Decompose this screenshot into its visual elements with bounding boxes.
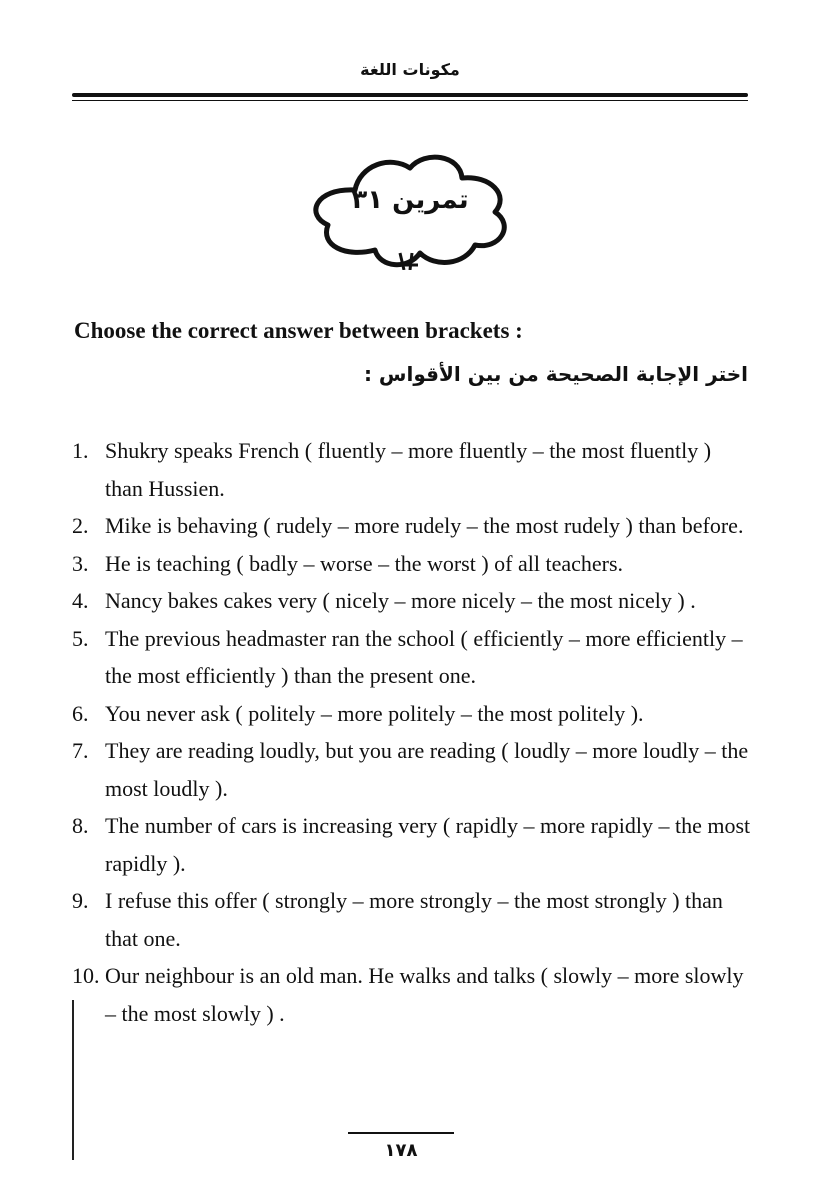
- exercise-item: [72, 695, 752, 733]
- item-number: 6.: [72, 700, 89, 726]
- exercise-item: [72, 432, 752, 507]
- header-rule-thick: [72, 93, 748, 97]
- item-number: 7.: [72, 738, 89, 763]
- item-number: 2.: [72, 513, 89, 538]
- footer-rule: [348, 1132, 454, 1134]
- item-number: 4.: [72, 588, 89, 613]
- exercise-item: [72, 507, 752, 545]
- exercise-item: [72, 620, 752, 695]
- item-text: He is teaching ( badly – worse – the worst ) of all teachers.: [105, 550, 624, 576]
- item-number: 9.: [72, 888, 89, 913]
- instruction-arabic: اختر الإجابة الصحيحة من بين الأقواس :: [363, 362, 748, 386]
- exercise-item: [72, 807, 752, 882]
- item-text: Mike is behaving ( rudely – more rudely – the most rudely ) than before.: [105, 513, 744, 538]
- item-text: The previous headmaster ran the school ( efficiently – more efficiently – the most efficiently ) than the present one.: [105, 625, 743, 688]
- running-head: مكونات اللغة: [360, 60, 460, 79]
- item-text: Nancy bakes cakes very ( nicely – more nicely – the most nicely ) .: [105, 588, 696, 613]
- item-text: The number of cars is increasing very ( rapidly – more rapidly – the most rapidly ).: [105, 813, 751, 876]
- item-number: 5.: [72, 625, 89, 651]
- item-text: Our neighbour is an old man. He walks and talks ( slowly – more slowly – the most slowly ) .: [105, 963, 744, 1026]
- item-text: You never ask ( politely – more politely – the most politely ).: [105, 700, 644, 726]
- item-text: They are reading loudly, but you are reading ( loudly – more loudly – the most loudly ).: [105, 738, 749, 801]
- item-number: 3.: [72, 550, 89, 576]
- instruction-english: Choose the correct answer between brackets :: [74, 318, 523, 343]
- exercise-item: [72, 732, 752, 807]
- item-text: I refuse this offer ( strongly – more strongly – the most strongly ) than that one.: [105, 888, 723, 951]
- exercise-list: [72, 432, 752, 1032]
- margin-line: [72, 1000, 74, 1160]
- exercise-item: [72, 882, 752, 957]
- exercise-item: [72, 582, 752, 620]
- item-number: 8.: [72, 813, 89, 838]
- item-number: 10.: [72, 963, 100, 988]
- item-number: 1.: [72, 438, 89, 463]
- page-number: ١٧٨: [384, 1140, 418, 1161]
- exercise-item: [72, 545, 752, 583]
- exercise-title: تمرين ٣١: [351, 185, 469, 215]
- item-text: Shukry speaks French ( fluently – more fluently – the most fluently ) than Hussien.: [105, 438, 712, 501]
- exercise-item: [72, 957, 752, 1032]
- header-rule-thin: [72, 100, 748, 101]
